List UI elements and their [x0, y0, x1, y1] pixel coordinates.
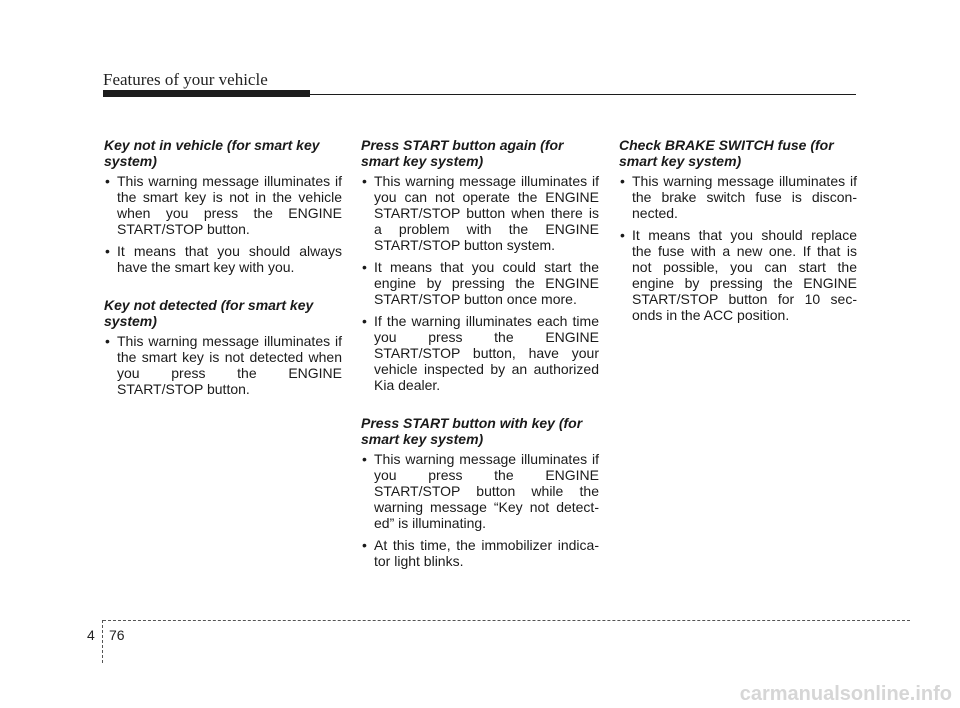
- list-item: [361, 537, 599, 569]
- section-heading: Key not in vehicle (for smart key system): [104, 137, 320, 169]
- bullet-icon: •: [362, 313, 367, 329]
- section-heading: Press START button again (for smart key system): [361, 137, 564, 169]
- list-item-text: It means that you should always have the smart key with you.: [117, 243, 342, 275]
- column-2: [361, 137, 599, 591]
- list-item-text: If the warning illuminates each time you press the ENGINE START/STOP button, have your vehicle inspected by an authorized Kia dealer.: [374, 313, 599, 393]
- section-heading: Key not detected (for smart key system): [104, 297, 314, 329]
- bullet-list: [361, 451, 599, 569]
- list-item-text: It means that you could start the engine by pressing the ENGINE START/STOP button once more.: [374, 259, 599, 307]
- list-item: [361, 313, 599, 393]
- footer-dashed-divider: [102, 620, 103, 663]
- bullet-icon: •: [362, 537, 367, 553]
- page-number: 76: [109, 627, 125, 643]
- section-key-not-detected: [104, 297, 342, 397]
- list-item: [361, 173, 599, 253]
- list-item-text: This warning message illuminates if the smart key is not detected when you press the ENGINE START/STOP button.: [117, 333, 342, 397]
- column-1: [104, 137, 342, 419]
- list-item-text: This warning message illuminates if the smart key is not in the vehicle when you press the ENGINE START/STOP button.: [117, 173, 342, 237]
- section-heading: Press START button with key (for smart key system): [361, 415, 583, 447]
- bullet-icon: •: [105, 333, 110, 349]
- list-item: [619, 227, 857, 323]
- bullet-icon: •: [362, 173, 367, 189]
- footer-dashed-rule: [103, 620, 910, 621]
- header-bar: [103, 90, 310, 97]
- header-rule: [310, 94, 856, 95]
- bullet-list: [104, 333, 342, 397]
- list-item: [361, 259, 599, 307]
- list-item-text: This warning message illuminates if the brake switch fuse is discon-nected.: [632, 173, 857, 221]
- bullet-icon: •: [105, 173, 110, 189]
- list-item: [619, 173, 857, 221]
- watermark: carmanualsonline.info: [739, 683, 952, 705]
- bullet-list: [104, 173, 342, 275]
- list-item: [104, 333, 342, 397]
- column-3: [619, 137, 857, 345]
- section-check-brake-switch-fuse: [619, 137, 857, 323]
- list-item-text: It means that you should replace the fuse with a new one. If that is not possible, you can start the engine by pressing the ENGINE START/STOP button for 10 sec-onds in the ACC position.: [632, 227, 857, 323]
- bullet-icon: •: [620, 227, 625, 243]
- section-heading: Check BRAKE SWITCH fuse (for smart key system): [619, 137, 834, 169]
- chapter-number: 4: [87, 627, 95, 643]
- section-key-not-in-vehicle: [104, 137, 342, 275]
- section-press-start-with-key: [361, 415, 599, 569]
- bullet-icon: •: [362, 451, 367, 467]
- bullet-icon: •: [362, 259, 367, 275]
- section-press-start-again: [361, 137, 599, 393]
- bullet-list: [619, 173, 857, 323]
- list-item: [361, 451, 599, 531]
- list-item-text: This warning message illuminates if you can not operate the ENGINE START/STOP button when there is a problem with the ENGINE START/STOP button system.: [374, 173, 599, 253]
- bullet-icon: •: [105, 243, 110, 259]
- page-header-title: Features of your vehicle: [103, 70, 268, 89]
- list-item: [104, 173, 342, 237]
- list-item-text: This warning message illuminates if you press the ENGINE START/STOP button while the warning message “Key not detect-ed” is illuminating.: [374, 451, 599, 531]
- list-item-text: At this time, the immobilizer indica-tor light blinks.: [374, 537, 599, 569]
- bullet-icon: •: [620, 173, 625, 189]
- bullet-list: [361, 173, 599, 393]
- list-item: [104, 243, 342, 275]
